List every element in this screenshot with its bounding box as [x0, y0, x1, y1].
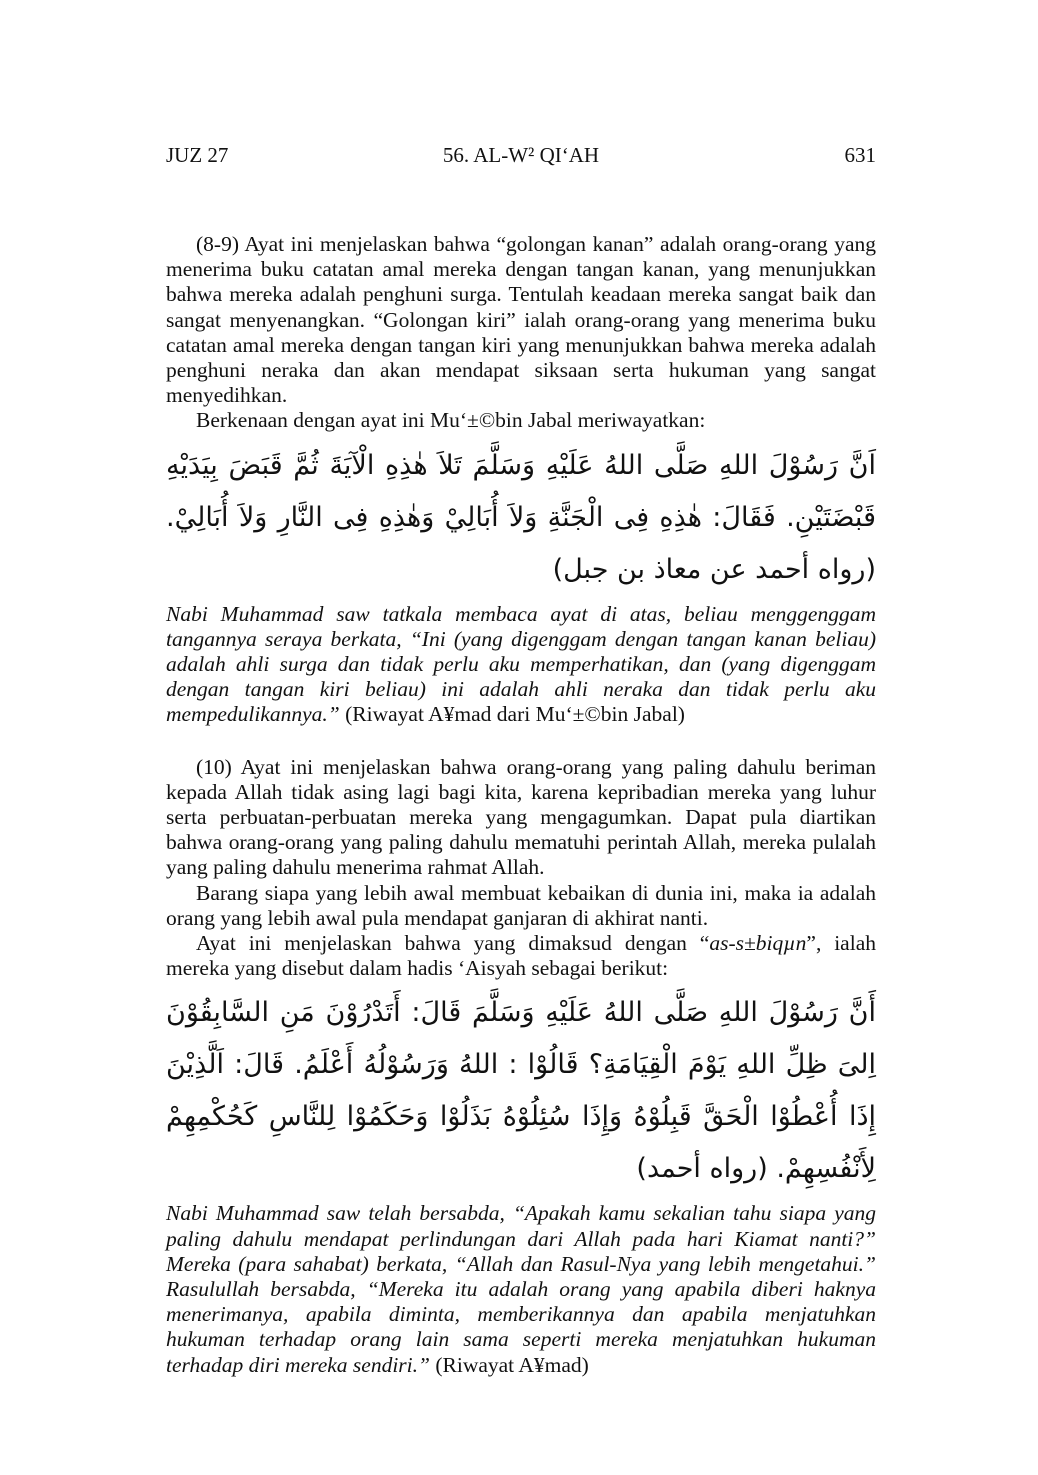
hadith-2-source: (Riwayat A¥mad) — [429, 1352, 589, 1377]
surah-title: 56. AL-W² QI‘AH — [442, 143, 600, 167]
hadith-1-source: (Riwayat A¥mad dari Mu‘±©bin Jabal) — [339, 702, 685, 727]
arabic-hadith-1: اَنَّ رَسُوْلَ اللهِ صَلَّى اللهُ عَلَيْهِ وَسَلَّمَ تَلاَ هٰذِهِ الْآيَةَ ثُمَّ قَبَضَ بِيَدَيْهِ قَبْضَتَيْنِ. فَقَالَ: هٰذِهِ فِى الْجَنَّةِ وَلاَ أُبَالِيْ وَهٰذِهِ فِى النَّارِ وَلاَ أُبَالِيْ. (رواه أحمد عن معاذ بن جبل) — [166, 449, 876, 585]
as-sabiqun-text-before: Ayat ini menjelaskan bahwa yang dimaksud dengan “ — [196, 931, 710, 956]
running-header — [166, 143, 876, 173]
as-sabiqun-term: as-s±biqµn — [709, 931, 807, 956]
hadith-2-translation-text: Nabi Muhammad saw telah bersabda, “Apakah kamu sekalian tahu siapa yang paling dahulu mendapat perlindungan dari Allah pada hari Kiamat nanti?” Mereka (para sahabat) berkata, “Allah dan Rasul-Nya yang lebih mengetahui.” Rasulullah bersabda, “Mereka itu adalah orang yang apabila diberi haknya menerimanya, apabila diminta, memberikannya dan apabila menjatuhkan hukuman terhadap orang lain sama seperti mereka menjatuhkan hukuman terhadap diri mereka sendiri.” — [166, 1201, 876, 1377]
hadith-1-translation-text: Nabi Muhammad saw tatkala membaca ayat di atas, beliau menggenggam tangannya seraya berkata, “Ini (yang digenggam dengan tangan kanan beliau) adalah ahli surga dan tidak perlu aku memperhatikan, dan (yang digenggam dengan tangan kiri beliau) ini adalah ahli neraka dan tidak perlu aku mempedulikannya.” — [166, 601, 876, 727]
paragraph-narration-intro: Berkenaan dengan ayat ini Mu‘±©bin Jabal meriwayatkan: — [196, 408, 706, 433]
page-body — [166, 232, 876, 1378]
hadith-1-translation — [166, 602, 876, 728]
hadith-2-translation — [166, 1201, 876, 1377]
as-sabiqun-text-after: ”, ialah mereka yang disebut dalam hadis ‘Aisyah sebagai berikut: — [166, 931, 876, 981]
arabic-hadith-2: أَنَّ رَسُوْلَ اللهِ صَلَّى اللهُ عَلَيْهِ وَسَلَّمَ قَالَ: أَتَدْرُوْنَ مَنِ السَّابِقُوْنَ اِلىَ ظِلِّ اللهِ يَوْمَ الْقِيَامَةِ؟ قَالُوْا : اللهُ وَرَسُوْلُهُ أَعْلَمُ. قَالَ: اَلَّذِيْنَ إِذَا أُعْطُوْا الْحَقَّ قَبِلُوْهُ وَإِذَا سُئِلُوْهُ بَذَلُوْا وَحَكَمُوْا لِلنَّاسِ كَحُكْمِهِمْ لِأَنْفُسِهِمْ. (رواه أحمد) — [166, 997, 876, 1185]
paragraph-verse-8-9: (8-9) Ayat ini menjelaskan bahwa “golongan kanan” adalah orang-orang yang menerima buku catatan amal mereka dengan tangan kanan, yang menunjukkan bahwa mereka adalah penghuni surga. Tentulah keadaan mereka sangat baik dan sangat menyenangkan. “Golongan kiri” ialah orang-orang yang menerima buku catatan amal mereka dengan tangan kiri yang menunjukkan bahwa mereka adalah penghuni neraka dan akan mendapat siksaan serta hukuman yang sangat menyedihkan. — [166, 232, 876, 408]
paragraph-as-sabiqun — [166, 931, 876, 981]
juz-label: JUZ 27 — [166, 143, 229, 167]
paragraph-early-good: Barang siapa yang lebih awal membuat kebaikan di dunia ini, maka ia adalah orang yang lebih awal pula mendapat ganjaran di akhirat nanti. — [166, 880, 876, 930]
page-number: 631 — [844, 143, 876, 167]
paragraph-verse-10: (10) Ayat ini menjelaskan bahwa orang-orang yang paling dahulu beriman kepada Allah tidak asing lagi bagi kita, karena kepribadian mereka yang luhur serta perbuatan-perbuatan mereka yang mengagumkan. Dapat pula diartikan bahwa orang-orang yang paling dahulu mematuhi perintah Allah, mereka pulalah yang paling dahulu menerima rahmat Allah. — [166, 754, 876, 880]
